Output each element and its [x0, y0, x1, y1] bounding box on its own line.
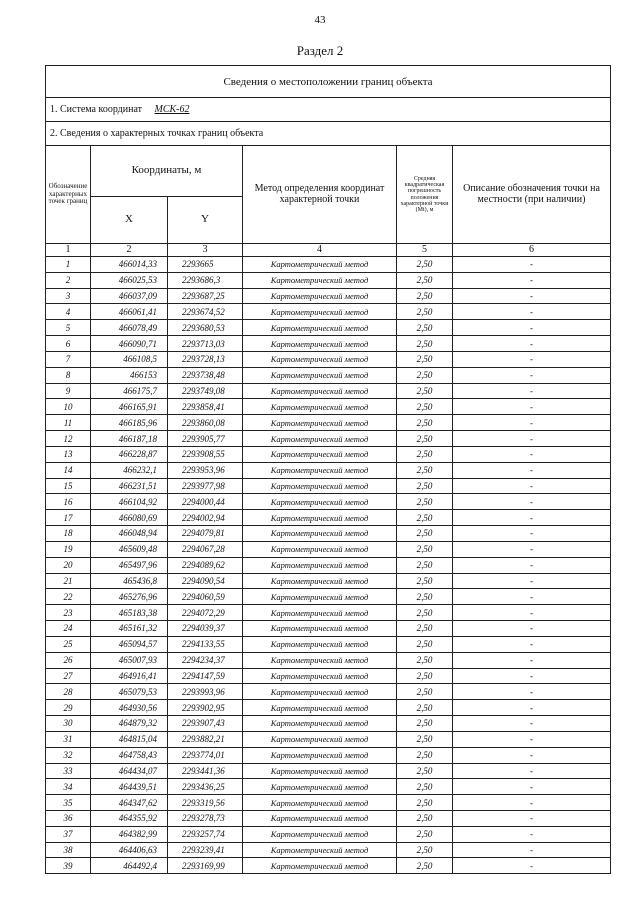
table-row: [46, 320, 611, 336]
description: -: [453, 320, 611, 336]
coord-y: 2293257,74: [168, 826, 243, 842]
coord-x: 466187,18: [91, 431, 168, 447]
coord-x: 464930,56: [91, 700, 168, 716]
description: -: [453, 494, 611, 510]
table-row: [46, 304, 611, 320]
coord-y: 2293738,48: [168, 367, 243, 383]
error-value: 2,50: [397, 415, 453, 431]
method: Картометрический метод: [243, 842, 397, 858]
coord-y: 2294079,81: [168, 526, 243, 542]
description: -: [453, 399, 611, 415]
table-row: [46, 526, 611, 542]
method: Картометрический метод: [243, 431, 397, 447]
point-number: 8: [46, 367, 91, 383]
error-value: 2,50: [397, 272, 453, 288]
point-number: 24: [46, 621, 91, 637]
method: Картометрический метод: [243, 636, 397, 652]
header-coordinates: Координаты, м: [91, 146, 243, 197]
method: Картометрический метод: [243, 779, 397, 795]
description: -: [453, 272, 611, 288]
point-number: 14: [46, 462, 91, 478]
column-number: 6: [453, 244, 611, 257]
table-row: [46, 621, 611, 637]
error-value: 2,50: [397, 304, 453, 320]
coord-x: 466153: [91, 367, 168, 383]
description: -: [453, 668, 611, 684]
point-number: 35: [46, 795, 91, 811]
point-number: 32: [46, 747, 91, 763]
coord-y: 2293882,21: [168, 731, 243, 747]
point-number: 29: [46, 700, 91, 716]
point-number: 3: [46, 288, 91, 304]
description: -: [453, 763, 611, 779]
error-value: 2,50: [397, 557, 453, 573]
error-value: 2,50: [397, 351, 453, 367]
description: -: [453, 573, 611, 589]
description: -: [453, 652, 611, 668]
description: -: [453, 478, 611, 494]
description: -: [453, 415, 611, 431]
header-point-designation: Обозначение характерных точек границ: [46, 146, 91, 244]
error-value: 2,50: [397, 526, 453, 542]
description: -: [453, 858, 611, 874]
method: Картометрический метод: [243, 716, 397, 732]
table-row: [46, 431, 611, 447]
coord-y: 2293674,52: [168, 304, 243, 320]
points-section-label: 2. Сведения о характерных точках границ объекта: [46, 122, 611, 146]
method: Картометрический метод: [243, 272, 397, 288]
table-row: [46, 684, 611, 700]
table-row: [46, 636, 611, 652]
method: Картометрический метод: [243, 621, 397, 637]
description: -: [453, 257, 611, 273]
error-value: 2,50: [397, 336, 453, 352]
error-value: 2,50: [397, 747, 453, 763]
description: -: [453, 810, 611, 826]
error-value: 2,50: [397, 431, 453, 447]
coord-x: 464382,99: [91, 826, 168, 842]
error-value: 2,50: [397, 288, 453, 304]
point-number: 15: [46, 478, 91, 494]
description: -: [453, 700, 611, 716]
coord-x: 465079,53: [91, 684, 168, 700]
coord-y: 2293774,01: [168, 747, 243, 763]
method: Картометрический метод: [243, 731, 397, 747]
table-row: [46, 573, 611, 589]
error-value: 2,50: [397, 700, 453, 716]
coord-y: 2293907,43: [168, 716, 243, 732]
point-number: 16: [46, 494, 91, 510]
point-number: 6: [46, 336, 91, 352]
method: Картометрический метод: [243, 541, 397, 557]
point-number: 7: [46, 351, 91, 367]
coordinate-system-value: МСК-62: [154, 104, 190, 115]
error-value: 2,50: [397, 446, 453, 462]
coord-x: 465436,8: [91, 573, 168, 589]
point-number: 4: [46, 304, 91, 320]
page-number: 43: [314, 14, 326, 26]
description: -: [453, 779, 611, 795]
coord-x: 464355,92: [91, 810, 168, 826]
point-number: 30: [46, 716, 91, 732]
coord-x: 465094,57: [91, 636, 168, 652]
error-value: 2,50: [397, 684, 453, 700]
error-value: 2,50: [397, 541, 453, 557]
point-number: 22: [46, 589, 91, 605]
point-number: 36: [46, 810, 91, 826]
coord-y: 2293686,3: [168, 272, 243, 288]
method: Картометрический метод: [243, 557, 397, 573]
table-row: [46, 494, 611, 510]
method: Картометрический метод: [243, 462, 397, 478]
coord-y: 2294090,54: [168, 573, 243, 589]
table-row: [46, 763, 611, 779]
method: Картометрический метод: [243, 304, 397, 320]
coord-x: 466090,71: [91, 336, 168, 352]
coord-y: 2293977,98: [168, 478, 243, 494]
column-number: 4: [243, 244, 397, 257]
error-value: 2,50: [397, 589, 453, 605]
error-value: 2,50: [397, 494, 453, 510]
column-number: 2: [91, 244, 168, 257]
table-row: [46, 446, 611, 462]
table-row: [46, 399, 611, 415]
table-row: [46, 351, 611, 367]
point-number: 31: [46, 731, 91, 747]
coord-x: 464439,51: [91, 779, 168, 795]
coord-x: 466108,5: [91, 351, 168, 367]
description: -: [453, 747, 611, 763]
header-description: Описание обозначения точки на местности (при наличии): [453, 146, 611, 244]
table-row: [46, 668, 611, 684]
coord-x: 464347,62: [91, 795, 168, 811]
error-value: 2,50: [397, 462, 453, 478]
description: -: [453, 557, 611, 573]
method: Картометрический метод: [243, 810, 397, 826]
coord-x: 465007,93: [91, 652, 168, 668]
description: -: [453, 731, 611, 747]
coord-y: 2293239,41: [168, 842, 243, 858]
description: -: [453, 716, 611, 732]
coord-x: 464916,41: [91, 668, 168, 684]
column-number: 3: [168, 244, 243, 257]
method: Картометрический метод: [243, 826, 397, 842]
point-number: 34: [46, 779, 91, 795]
coord-x: 465276,96: [91, 589, 168, 605]
point-number: 10: [46, 399, 91, 415]
table-title: Сведения о местоположении границ объекта: [46, 66, 611, 98]
description: -: [453, 826, 611, 842]
description: -: [453, 636, 611, 652]
table-row: [46, 795, 611, 811]
method: Картометрический метод: [243, 399, 397, 415]
error-value: 2,50: [397, 573, 453, 589]
description: -: [453, 510, 611, 526]
point-number: 33: [46, 763, 91, 779]
coord-y: 2293953,96: [168, 462, 243, 478]
coord-x: 466037,09: [91, 288, 168, 304]
error-value: 2,50: [397, 779, 453, 795]
description: -: [453, 351, 611, 367]
coord-x: 466104,92: [91, 494, 168, 510]
coord-y: 2294072,29: [168, 605, 243, 621]
point-number: 17: [46, 510, 91, 526]
method: Картометрический метод: [243, 494, 397, 510]
method: Картометрический метод: [243, 526, 397, 542]
point-number: 5: [46, 320, 91, 336]
description: -: [453, 462, 611, 478]
method: Картометрический метод: [243, 478, 397, 494]
coord-y: 2294067,28: [168, 541, 243, 557]
coord-y: 2294089,62: [168, 557, 243, 573]
description: -: [453, 541, 611, 557]
table-row: [46, 858, 611, 874]
method: Картометрический метод: [243, 446, 397, 462]
coordinate-system-label: 1. Система координат: [50, 104, 143, 115]
coord-x: 465161,32: [91, 621, 168, 637]
table-row: [46, 605, 611, 621]
point-number: 18: [46, 526, 91, 542]
error-value: 2,50: [397, 795, 453, 811]
error-value: 2,50: [397, 510, 453, 526]
coord-x: 466231,51: [91, 478, 168, 494]
point-number: 12: [46, 431, 91, 447]
coord-x: 466185,96: [91, 415, 168, 431]
table-row: [46, 462, 611, 478]
error-value: 2,50: [397, 826, 453, 842]
error-value: 2,50: [397, 842, 453, 858]
method: Картометрический метод: [243, 668, 397, 684]
coord-x: 466080,69: [91, 510, 168, 526]
error-value: 2,50: [397, 257, 453, 273]
method: Картометрический метод: [243, 747, 397, 763]
description: -: [453, 304, 611, 320]
coord-y: 2293713,03: [168, 336, 243, 352]
description: -: [453, 621, 611, 637]
coord-y: 2293908,55: [168, 446, 243, 462]
coord-y: 2294002,94: [168, 510, 243, 526]
error-value: 2,50: [397, 652, 453, 668]
coord-x: 465609,48: [91, 541, 168, 557]
header-error: Средняя квадратическая погрешность положения характерной точки (Mt), м: [397, 146, 453, 244]
table-row: [46, 272, 611, 288]
error-value: 2,50: [397, 320, 453, 336]
table-row: [46, 257, 611, 273]
error-value: 2,50: [397, 383, 453, 399]
point-number: 11: [46, 415, 91, 431]
coord-y: 2293749,08: [168, 383, 243, 399]
point-number: 13: [46, 446, 91, 462]
table-row: [46, 731, 611, 747]
method: Картометрический метод: [243, 320, 397, 336]
description: -: [453, 431, 611, 447]
method: Картометрический метод: [243, 684, 397, 700]
table-row: [46, 288, 611, 304]
coord-y: 2293665: [168, 257, 243, 273]
coord-x: 466025,53: [91, 272, 168, 288]
method: Картометрический метод: [243, 351, 397, 367]
table-row: [46, 779, 611, 795]
method: Картометрический метод: [243, 700, 397, 716]
coord-x: 464406,63: [91, 842, 168, 858]
table-row: [46, 700, 611, 716]
point-number: 23: [46, 605, 91, 621]
description: -: [453, 684, 611, 700]
table-row: [46, 652, 611, 668]
description: -: [453, 605, 611, 621]
error-value: 2,50: [397, 858, 453, 874]
coord-y: 2294060,59: [168, 589, 243, 605]
description: -: [453, 446, 611, 462]
point-number: 2: [46, 272, 91, 288]
description: -: [453, 526, 611, 542]
table-row: [46, 415, 611, 431]
coord-y: 2293680,53: [168, 320, 243, 336]
coord-y: 2293436,25: [168, 779, 243, 795]
coord-x: 466228,87: [91, 446, 168, 462]
coord-y: 2293319,56: [168, 795, 243, 811]
coord-y: 2294133,55: [168, 636, 243, 652]
point-number: 19: [46, 541, 91, 557]
coord-y: 2293441,36: [168, 763, 243, 779]
error-value: 2,50: [397, 668, 453, 684]
error-value: 2,50: [397, 478, 453, 494]
coord-x: 464434,07: [91, 763, 168, 779]
method: Картометрический метод: [243, 367, 397, 383]
column-number: 1: [46, 244, 91, 257]
point-number: 9: [46, 383, 91, 399]
coord-x: 466014,33: [91, 257, 168, 273]
description: -: [453, 842, 611, 858]
method: Картометрический метод: [243, 605, 397, 621]
description: -: [453, 383, 611, 399]
error-value: 2,50: [397, 621, 453, 637]
error-value: 2,50: [397, 636, 453, 652]
coord-y: 2293858,41: [168, 399, 243, 415]
table-row: [46, 510, 611, 526]
coord-x: 465183,38: [91, 605, 168, 621]
description: -: [453, 367, 611, 383]
coord-y: 2294147,59: [168, 668, 243, 684]
coord-y: 2293993,96: [168, 684, 243, 700]
point-number: 26: [46, 652, 91, 668]
point-number: 25: [46, 636, 91, 652]
coord-y: 2293902,95: [168, 700, 243, 716]
coord-x: 466048,94: [91, 526, 168, 542]
column-number: 5: [397, 244, 453, 257]
coordinate-system-row: [46, 98, 611, 122]
coord-x: 464879,32: [91, 716, 168, 732]
table-row: [46, 336, 611, 352]
description: -: [453, 336, 611, 352]
method: Картометрический метод: [243, 288, 397, 304]
coord-x: 466061,41: [91, 304, 168, 320]
method: Картометрический метод: [243, 257, 397, 273]
error-value: 2,50: [397, 810, 453, 826]
table-row: [46, 747, 611, 763]
point-number: 37: [46, 826, 91, 842]
coord-x: 465497,96: [91, 557, 168, 573]
table-row: [46, 541, 611, 557]
boundary-points-table: [45, 65, 611, 874]
coord-y: 2294234,37: [168, 652, 243, 668]
table-row: [46, 589, 611, 605]
point-number: 27: [46, 668, 91, 684]
section-title: Раздел 2: [296, 43, 344, 58]
table-row: [46, 716, 611, 732]
table-row: [46, 383, 611, 399]
method: Картометрический метод: [243, 336, 397, 352]
method: Картометрический метод: [243, 573, 397, 589]
method: Картометрический метод: [243, 858, 397, 874]
point-number: 1: [46, 257, 91, 273]
table-row: [46, 826, 611, 842]
header-method: Метод определения координат характерной точки: [243, 146, 397, 244]
table-row: [46, 557, 611, 573]
coord-y: 2293728,13: [168, 351, 243, 367]
coord-y: 2294039,37: [168, 621, 243, 637]
column-number-row: [46, 244, 611, 257]
method: Картометрический метод: [243, 383, 397, 399]
table-row: [46, 842, 611, 858]
table-row: [46, 367, 611, 383]
table-row: [46, 810, 611, 826]
error-value: 2,50: [397, 399, 453, 415]
point-number: 21: [46, 573, 91, 589]
coord-x: 466232,1: [91, 462, 168, 478]
coord-y: 2294000,44: [168, 494, 243, 510]
method: Картометрический метод: [243, 652, 397, 668]
coord-y: 2293860,08: [168, 415, 243, 431]
point-number: 28: [46, 684, 91, 700]
point-number: 39: [46, 858, 91, 874]
coord-x: 466078,49: [91, 320, 168, 336]
coord-y: 2293169,99: [168, 858, 243, 874]
method: Картометрический метод: [243, 589, 397, 605]
method: Картометрический метод: [243, 415, 397, 431]
method: Картометрический метод: [243, 795, 397, 811]
coord-x: 464815,04: [91, 731, 168, 747]
coord-x: 466165,91: [91, 399, 168, 415]
error-value: 2,50: [397, 367, 453, 383]
header-x: X: [91, 197, 168, 244]
error-value: 2,50: [397, 716, 453, 732]
error-value: 2,50: [397, 763, 453, 779]
error-value: 2,50: [397, 731, 453, 747]
description: -: [453, 589, 611, 605]
method: Картометрический метод: [243, 763, 397, 779]
description: -: [453, 288, 611, 304]
error-value: 2,50: [397, 605, 453, 621]
coord-x: 464492,4: [91, 858, 168, 874]
coord-y: 2293905,77: [168, 431, 243, 447]
point-number: 38: [46, 842, 91, 858]
table-row: [46, 478, 611, 494]
coord-x: 466175,7: [91, 383, 168, 399]
coord-y: 2293687,25: [168, 288, 243, 304]
description: -: [453, 795, 611, 811]
coord-x: 464758,43: [91, 747, 168, 763]
header-y: Y: [168, 197, 243, 244]
method: Картометрический метод: [243, 510, 397, 526]
point-number: 20: [46, 557, 91, 573]
coord-y: 2293278,73: [168, 810, 243, 826]
